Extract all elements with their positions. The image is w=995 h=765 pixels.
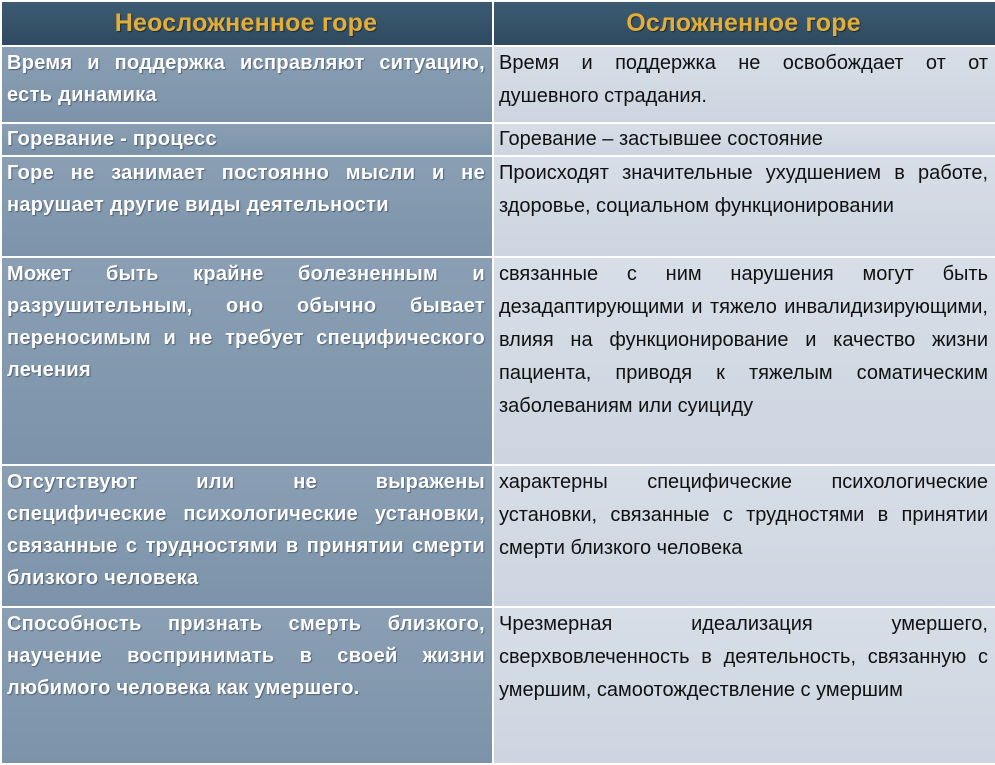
- uncomplicated-cell: Может быть крайне болезненным и разрушительным, оно обычно бывает переносимым и не требует специфического лечения: [1, 257, 493, 465]
- complicated-cell: Горевание – застывшее состояние: [493, 123, 995, 156]
- table-row: [1, 156, 995, 257]
- complicated-cell: Чрезмерная идеализация умершего, сверхвовлеченность в деятельность, связанную с умершим, самоотождествление с умершим: [493, 607, 995, 764]
- uncomplicated-cell: Способность признать смерть близкого, научение воспринимать в своей жизни любимого человека как умершего.: [1, 607, 493, 764]
- table-row: [1, 607, 995, 764]
- table-row: [1, 257, 995, 465]
- table-row: [1, 123, 995, 156]
- uncomplicated-cell: Горе не занимает постоянно мысли и не нарушает другие виды деятельности: [1, 156, 493, 257]
- header-row: [1, 1, 995, 46]
- complicated-cell: характерны специфические психологические установки, связанные с трудностями в принятии смерти близкого человека: [493, 465, 995, 607]
- table-row: [1, 46, 995, 123]
- header-uncomplicated-grief: Неосложненное горе: [1, 1, 493, 46]
- uncomplicated-cell: Горевание - процесс: [1, 123, 493, 156]
- header-complicated-grief: Осложненное горе: [493, 1, 995, 46]
- uncomplicated-cell: Отсутствуют или не выражены специфические психологические установки, связанные с трудностями в принятии смерти близкого человека: [1, 465, 493, 607]
- uncomplicated-cell: Время и поддержка исправляют ситуацию, есть динамика: [1, 46, 493, 123]
- complicated-cell: Происходят значительные ухудшением в работе, здоровье, социальном функционировании: [493, 156, 995, 257]
- table-row: [1, 465, 995, 607]
- complicated-cell: Время и поддержка не освобождает от от душевного страдания.: [493, 46, 995, 123]
- complicated-cell: связанные с ним нарушения могут быть дезадаптирующими и тяжело инвалидизирующими, влияя на функционирование и качество жизни пациента, приводя к тяжелым соматическим заболеваниям или суициду: [493, 257, 995, 465]
